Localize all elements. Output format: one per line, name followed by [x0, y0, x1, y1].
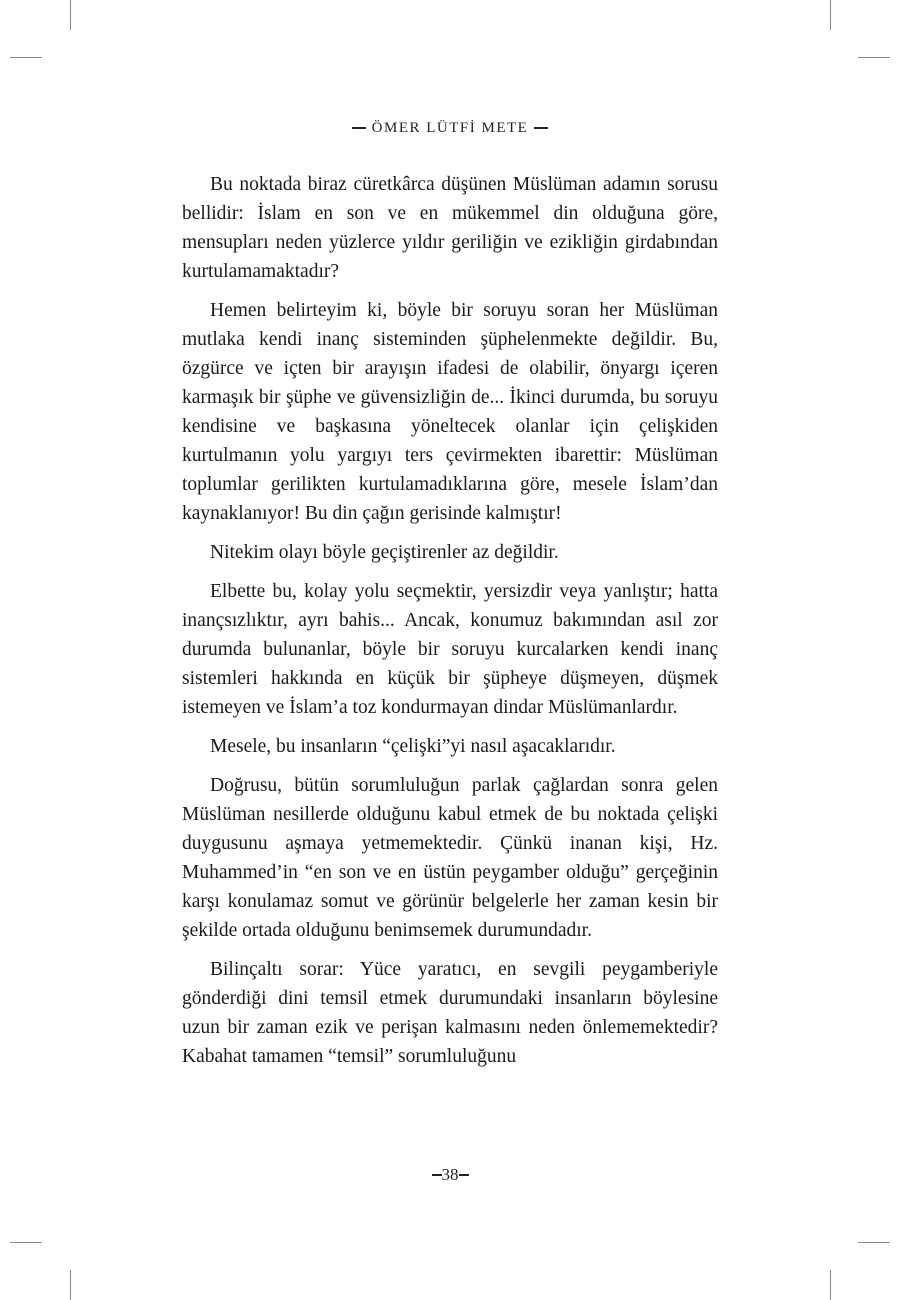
crop-mark-bottom-left [70, 1270, 71, 1300]
running-head-left-dash [352, 127, 366, 129]
crop-mark-top-left [70, 0, 71, 30]
folio-right-dash [459, 1174, 469, 1176]
paragraph-6: Doğrusu, bütün sorumluluğun parlak çağlardan sonra gelen Müslüman nesillerde olduğunu kabul etmek de bu noktada çelişki duygusunu aşmaya yetmemektedir. Çünkü inanan kişi, Hz. Muhammed’in “en son ve en üstün peygamber olduğu” gerçeğinin karşı konulamaz somut ve görünür belgelerle her zaman kesin bir şekilde ortada olduğunu benimsemek durumundadır. [182, 775, 718, 941]
running-head-author: ÖMER LÜTFİ METE [371, 120, 529, 136]
crop-mark-top-right [830, 0, 831, 30]
paragraph-5: Mesele, bu insanların “çelişki”yi nasıl aşacaklarıdır. [210, 736, 616, 757]
crop-mark-left-bottom [10, 1242, 42, 1243]
crop-mark-left-top [10, 57, 42, 58]
paragraph-4: Elbette bu, kolay yolu seçmektir, yersizdir veya yanlıştır; hatta inançsızlıktır, ayrı bahis... Ancak, konumuz bakımından asıl zor durumda bulunanlar, böyle bir soruyu kurcalarken kendi inanç sistemleri hakkında en küçük bir şüpheye düşmeyen, düşmek istemeyen ve İslam’a toz kondurmayan dindar Müslümanlardır. [182, 581, 718, 718]
crop-mark-bottom-right [830, 1270, 831, 1300]
crop-mark-right-top [858, 57, 890, 58]
paragraph-1: Bu noktada biraz cüretkârca düşünen Müslüman adamın sorusu bellidir: İslam en son ve en mükemmel din olduğuna göre, mensupları neden yüzlerce yıldır geriliğin ve ezikliğin girdabından kurtulamamaktadır? [182, 174, 718, 282]
page-number-value: 38 [441, 1165, 459, 1184]
folio-left-dash [432, 1174, 442, 1176]
paragraph-3: Nitekim olayı böyle geçiştirenler az değildir. [210, 542, 559, 563]
running-head [0, 120, 900, 137]
paragraph-7: Bilinçaltı sorar: Yüce yaratıcı, en sevgili peygamberiyle gönderdiği dini temsil etmek durumundaki insanların böylesine uzun bir zaman ezik ve perişan kalmasını neden önlememektedir? Kabahat tamamen “temsil” sorumluluğunu [182, 959, 718, 1067]
crop-mark-right-bottom [858, 1242, 890, 1243]
paragraph-2: Hemen belirteyim ki, böyle bir soruyu soran her Müslüman mutlaka kendi inanç sisteminden şüphelenmekte değildir. Bu, özgürce ve içten bir arayışın ifadesi de olabilir, önyargı içeren karmaşık bir şüphe ve güvensizliğin de... İkinci durumda, bu soruyu kendisine ve başkasına yöneltecek olanlar için çelişkiden kurtulmanın yolu yargıyı ters çevirmekten ibarettir: Müslüman toplumlar gerilikten kurtulamadıklarına göre, mesele İslam’dan kaynaklanıyor! Bu din çağın gerisinde kalmıştır! [182, 300, 718, 524]
page-number [0, 1165, 900, 1185]
running-head-right-dash [534, 127, 548, 129]
body-text [182, 170, 718, 1081]
